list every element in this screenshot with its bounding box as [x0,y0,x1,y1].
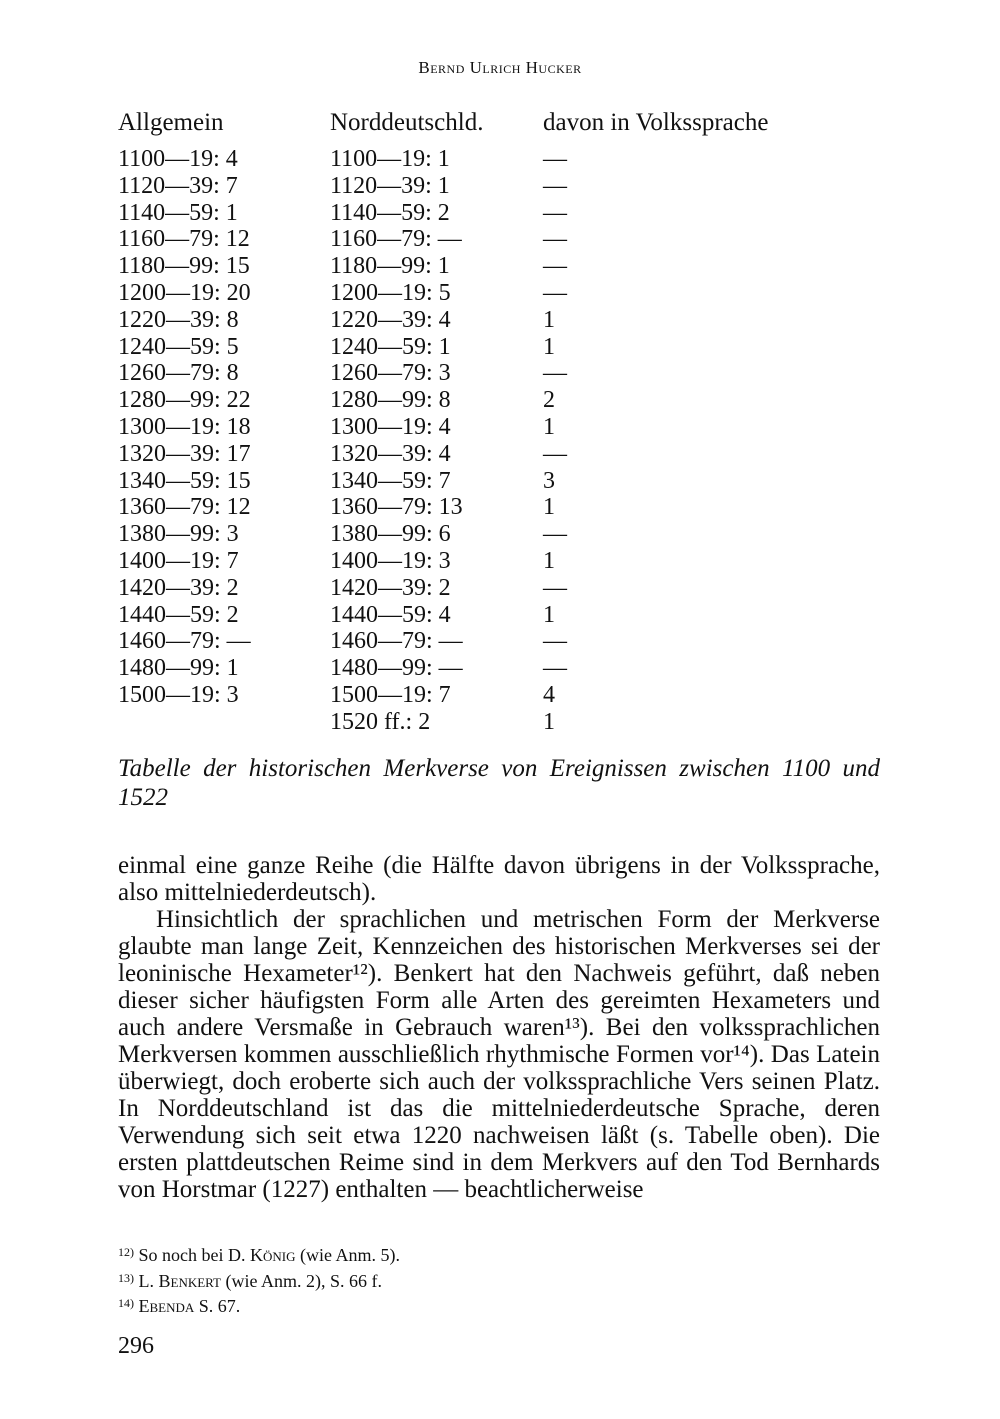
cell-allgemein: 1160—79: 12 [118,226,250,253]
cell-volkssprache: — [543,146,567,172]
cell-norddeutschland: 1340—59: 7 [330,467,451,494]
cell-volkssprache: 1 [543,601,555,628]
cell-norddeutschland: 1400—19: 3 [330,547,451,574]
table-row [118,628,768,655]
cell-allgemein: 1320—39: 17 [118,440,251,467]
header-norddeutschland: Norddeutschld. [330,109,484,136]
cell-volkssprache: 1 [543,708,555,735]
cell-allgemein: 1420—39: 2 [118,574,239,601]
table-row [118,253,768,280]
table-row [118,575,768,602]
table-row [118,360,768,387]
table-row [118,334,768,361]
cell-norddeutschland: 1100—19: 1 [330,146,450,172]
footnote-mark: 13) [118,1270,134,1285]
cell-norddeutschland: 1240—59: 1 [330,333,451,360]
cell-allgemein: 1240—59: 5 [118,333,239,360]
table-row [118,468,768,495]
table-row [118,682,768,709]
cell-norddeutschland: 1120—39: 1 [330,172,450,199]
cell-norddeutschland: 1160—79: — [330,226,462,253]
table-row [118,494,768,521]
cell-allgemein: 1300—19: 18 [118,413,251,440]
cell-norddeutschland: 1200—19: 5 [330,279,451,306]
cell-norddeutschland: 1520 ff.: 2 [330,708,431,735]
footnote-author: König [250,1245,296,1265]
cell-norddeutschland: 1500—19: 7 [330,681,451,708]
cell-norddeutschland: 1300—19: 4 [330,413,451,440]
table-row [118,173,768,200]
cell-volkssprache: — [543,440,567,467]
cell-volkssprache: — [543,172,567,199]
cell-volkssprache: 2 [543,387,555,414]
cell-allgemein: 1260—79: 8 [118,360,239,387]
cell-allgemein: 1380—99: 3 [118,521,239,548]
cell-volkssprache: 1 [543,547,555,574]
cell-volkssprache: 1 [543,494,555,521]
body-text [118,852,880,1203]
cell-allgemein: 1360—79: 12 [118,494,251,521]
table-row [118,602,768,629]
table-row [118,709,768,736]
cell-allgemein [118,709,330,736]
cell-norddeutschland: 1180—99: 1 [330,253,450,280]
cell-volkssprache: — [543,360,567,387]
cell-norddeutschland: 1380—99: 6 [330,521,451,548]
page-number: 296 [118,1333,154,1359]
cell-volkssprache: 1 [543,333,555,360]
cell-allgemein: 1340—59: 15 [118,467,251,494]
cell-allgemein: 1100—19: 4 [118,146,238,172]
cell-allgemein: 1400—19: 7 [118,547,239,574]
cell-norddeutschland: 1220—39: 4 [330,306,451,333]
footnote-14: $^{14)}$ Ebenda S. 67. [118,1296,241,1316]
caption-line-1: Tabelle der historischen Merkverse von Ereignissen zwischen 1100 und [118,755,880,782]
cell-norddeutschland: 1420—39: 2 [330,574,451,601]
table-row [118,548,768,575]
footnotes [118,1241,818,1318]
merkverse-table [118,108,768,736]
cell-allgemein: 1200—19: 20 [118,279,251,306]
cell-norddeutschland: 1280—99: 8 [330,387,451,414]
footnote-mark: 14) [118,1296,134,1310]
cell-volkssprache: — [543,574,567,601]
cell-allgemein: 1140—59: 1 [118,199,238,226]
footnote-13: $^{13)}$ L. Benkert (wie Anm. 2), S. 66 f. [118,1270,382,1291]
table-row [118,280,768,307]
footnote-author: Ebenda [138,1296,195,1316]
cell-volkssprache: — [543,199,567,226]
cell-norddeutschland: 1360—79: 13 [330,494,463,521]
cell-volkssprache: — [543,628,567,655]
table-row [118,521,768,548]
cell-allgemein: 1480—99: 1 [118,655,239,682]
cell-norddeutschland: 1140—59: 2 [330,199,450,226]
cell-norddeutschland: 1460—79: — [330,628,463,655]
table-row [118,441,768,468]
cell-volkssprache: 3 [543,467,555,494]
cell-volkssprache: 4 [543,681,555,708]
table-row [118,226,768,253]
caption-line-2: 1522 [118,784,168,811]
paragraph-continuation: einmal eine ganze Reihe (die Hälfte davon übrigens in der Volkssprache, also mittelniederdeutsch). [118,852,880,906]
cell-allgemein: 1120—39: 7 [118,172,238,199]
table-row [118,307,768,334]
footnote-author: Benkert [158,1270,221,1291]
footnote-12: $^{12)}$ So noch bei D. König (wie Anm. 5). [118,1245,400,1265]
table-header-row [118,108,768,146]
running-head: Bernd Ulrich Hucker [418,58,582,77]
paragraph-form: Hinsichtlich der sprachlichen und metrischen Form der Merkverse glaubte man lange Zeit, Kennzeichen des historischen Merkverses sei der leoninische Hexameter¹²). Benkert hat den Nachweis geführt, daß neben dieser sicher häufigsten Form alle Arten des gereimten Hexameters und auch andere Versmaße in Gebrauch waren¹³). Bei den volkssprachlichen Merkversen kommen ausschließlich rhythmische Formen vor¹⁴). Das Latein überwiegt, doch eroberte sich auch der volkssprachliche Vers seinen Platz. In Norddeutschland ist das die mittelniederdeutsche Sprache, deren Verwendung sich seit etwa 1220 nachweisen läßt (s. Tabelle oben). Die ersten plattdeutschen Reime sind in dem Merkvers auf den Tod Bernhards von Horstmar (1227) enthalten — beachtlicherweise [118,906,880,1203]
cell-norddeutschland: 1260—79: 3 [330,360,451,387]
cell-volkssprache: 1 [543,413,555,440]
cell-allgemein: 1440—59: 2 [118,601,239,628]
cell-allgemein: 1180—99: 15 [118,253,250,280]
cell-volkssprache: — [543,279,567,306]
cell-allgemein: 1280—99: 22 [118,387,251,414]
table-caption [118,754,880,812]
table-body [118,146,768,736]
table-row [118,387,768,414]
cell-allgemein: 1460—79: — [118,628,251,655]
cell-norddeutschland: 1440—59: 4 [330,601,451,628]
table-row [118,655,768,682]
cell-norddeutschland: 1480—99: — [330,655,463,682]
table-row [118,146,768,173]
header-allgemein: Allgemein [118,109,224,136]
cell-volkssprache: 1 [543,306,555,333]
cell-volkssprache: — [543,521,567,548]
cell-volkssprache: — [543,655,567,682]
footnote-mark: 12) [118,1245,134,1259]
header-volkssprache: davon in Volkssprache [543,109,769,136]
cell-allgemein: 1220—39: 8 [118,306,239,333]
cell-norddeutschland: 1320—39: 4 [330,440,451,467]
table-row [118,200,768,227]
cell-allgemein: 1500—19: 3 [118,681,239,708]
table-row [118,414,768,441]
cell-volkssprache: — [543,226,567,253]
cell-volkssprache: — [543,253,567,280]
